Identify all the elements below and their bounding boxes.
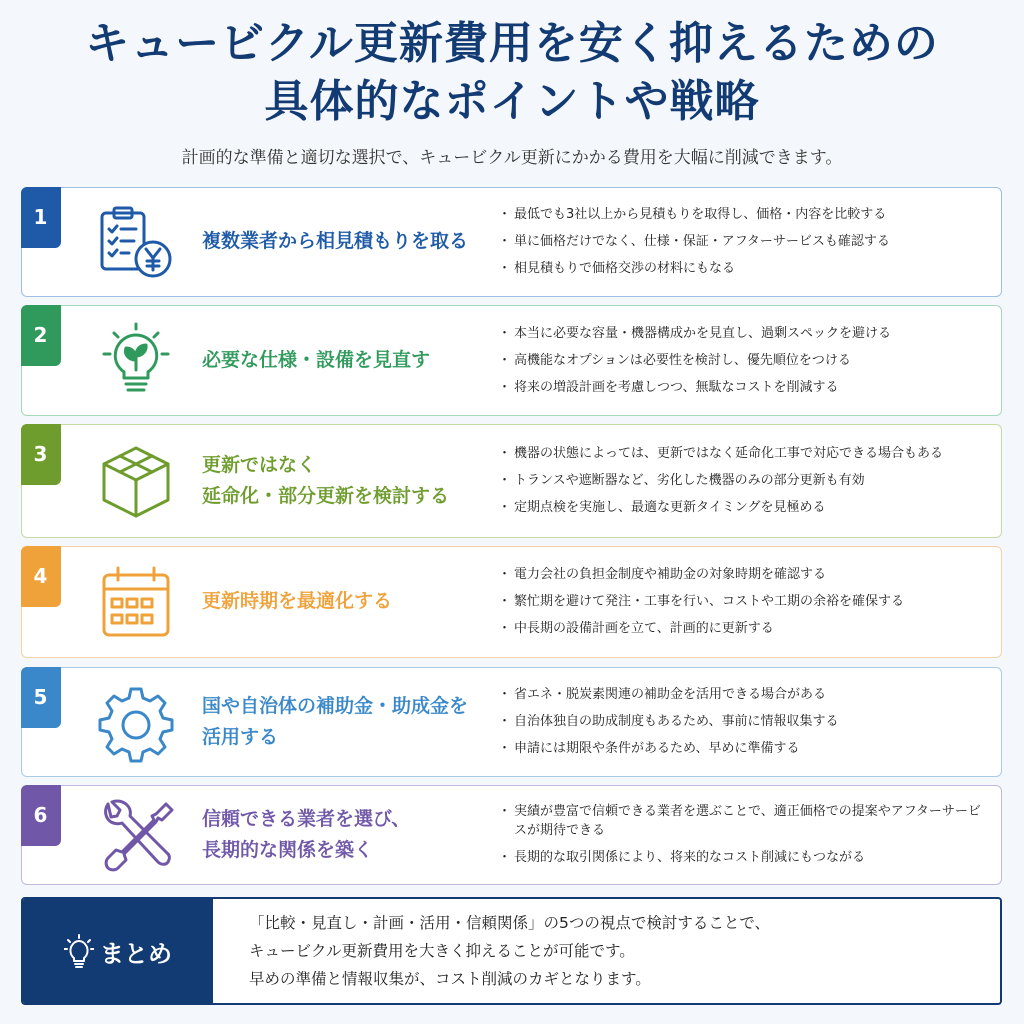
point-bullet: ・ 本当に必要な容量・機器構成かを見直し、過剰スペックを避ける [498, 324, 993, 343]
point-bullet-list [498, 425, 993, 536]
summary-line: 「比較・見直し・計画・活用・信頼関係」の5つの視点で検討することで、 [249, 914, 771, 932]
point-bullet: ・ 単に価格だけでなく、仕様・保証・アフターサービスも確認する [498, 232, 993, 251]
point-heading [202, 306, 492, 414]
tools-icon [96, 796, 176, 876]
point-bullet: ・ トランスや遮断器など、劣化した機器のみの部分更新も有効 [498, 471, 993, 490]
point-bullet-list [498, 306, 993, 414]
summary-box [21, 897, 1002, 1005]
point-number-badge: 1 [21, 187, 61, 248]
point-bullet: ・ 申請には期限や条件があるため、早めに準備する [498, 739, 993, 758]
point-number-badge: 2 [21, 305, 61, 366]
point-heading-line: 更新時期を最適化する [202, 590, 393, 612]
point-heading-line: 延命化・部分更新を検討する [202, 484, 450, 507]
point-bullet: ・ 実績が豊富で信頼できる業者を選ぶことで、適正価格での提案やアフターサービスが期待できる [498, 802, 993, 840]
point-card-1 [21, 187, 1002, 297]
point-card-4 [21, 546, 1002, 658]
point-heading [202, 547, 492, 656]
point-bullet: ・ 高機能なオプションは必要性を検討し、優先順位をつける [498, 351, 993, 370]
summary-text [249, 909, 990, 993]
point-bullet: ・ 中長期の設備計画を立て、計画的に更新する [498, 619, 993, 638]
point-heading [202, 786, 492, 883]
point-heading-line: 活用する [202, 725, 279, 748]
point-heading-line: 複数業者から相見積もりを取る [202, 230, 469, 252]
summary-header [23, 899, 213, 1003]
point-bullet: ・ 定期点検を実施し、最適な更新タイミングを見極める [498, 498, 993, 517]
box-icon [96, 442, 176, 522]
point-bullet: ・ 機器の状態によっては、更新ではなく延命化工事で対応できる場合もある [498, 444, 993, 463]
point-bullet: ・ 電力会社の負担金制度や補助金の対象時期を確認する [498, 565, 993, 584]
point-card-6 [21, 785, 1002, 885]
point-number-badge: 3 [21, 424, 61, 485]
point-bullet-list [498, 786, 993, 883]
lightbulb-icon [64, 934, 94, 968]
point-number-badge: 4 [21, 546, 61, 607]
point-heading-line: 長期的な関係を築く [202, 838, 374, 861]
summary-line: 早めの準備と情報収集が、コスト削減のカギとなります。 [249, 970, 651, 988]
point-card-2 [21, 305, 1002, 416]
point-heading-line: 国や自治体の補助金・助成金を [202, 694, 469, 717]
point-bullet: ・ 自治体独自の助成制度もあるため、事前に情報収集する [498, 712, 993, 731]
summary-label: まとめ [100, 939, 172, 968]
point-card-3 [21, 424, 1002, 538]
point-heading-line: 必要な仕様・設備を見直す [202, 348, 431, 371]
point-heading [202, 668, 492, 775]
point-heading-line: 信頼できる業者を選び、 [202, 807, 411, 830]
point-bullet-list [498, 668, 993, 775]
point-heading-line: 更新ではなく [202, 453, 317, 476]
clipboard-yen-icon [96, 203, 176, 283]
point-number-badge: 5 [21, 667, 61, 728]
point-bullet-list [498, 188, 993, 295]
point-bullet: ・ 省エネ・脱炭素関連の補助金を活用できる場合がある [498, 685, 993, 704]
lightbulb-leaf-icon [96, 320, 176, 400]
point-heading [202, 188, 492, 295]
summary-line: キュービクル更新費用を大きく抑えることが可能です。 [249, 942, 635, 960]
page-subtitle: 計画的な準備と適切な選択で、キュービクル更新にかかる費用を大幅に削減できます。 [181, 148, 843, 168]
page-title-line-2: 具体的なポイントや戦略 [264, 76, 760, 127]
calendar-icon [96, 563, 176, 643]
point-card-5 [21, 667, 1002, 777]
point-heading [202, 425, 492, 536]
point-number-badge: 6 [21, 785, 61, 846]
point-bullet: ・ 長期的な取引関係により、将来的なコスト削減にもつながる [498, 848, 993, 867]
point-bullet: ・ 将来の増設計画を考慮しつつ、無駄なコストを削減する [498, 378, 993, 397]
page-title-line-1: キュービクル更新費用を安く抑えるための [85, 18, 939, 69]
point-bullet: ・ 相見積もりで価格交渉の材料にもなる [498, 259, 993, 278]
point-bullet: ・ 最低でも3社以上から見積もりを取得し、価格・内容を比較する [498, 205, 993, 224]
point-bullet: ・ 繁忙期を避けて発注・工事を行い、コストや工期の余裕を確保する [498, 592, 993, 611]
gear-icon [96, 683, 176, 763]
point-bullet-list [498, 547, 993, 656]
